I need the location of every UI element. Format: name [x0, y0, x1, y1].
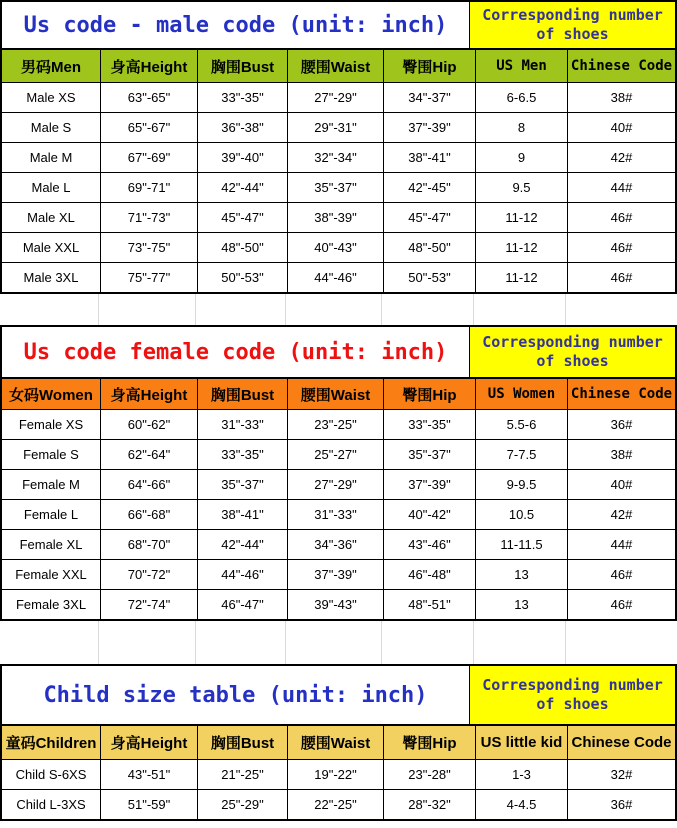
header-cell: 腰围Waist [288, 726, 384, 759]
header-cell: 胸围Bust [198, 379, 288, 409]
header-cell: 身高Height [101, 726, 198, 759]
gap-cell [474, 621, 566, 664]
table-body [2, 410, 675, 619]
table-cell: 60"-62" [101, 410, 198, 439]
table-cell: 25"-29" [198, 790, 288, 819]
gap-row [0, 621, 677, 664]
table-cell: 68"-70" [101, 530, 198, 559]
header-cell: 胸围Bust [198, 50, 288, 82]
table-cell: 73"-75" [101, 233, 198, 262]
table-cell: 64"-66" [101, 470, 198, 499]
table-row [2, 440, 675, 470]
table-row [2, 560, 675, 590]
table-cell: 67"-69" [101, 143, 198, 172]
table-cell: 46"-47" [198, 590, 288, 619]
table-cell: 11-12 [476, 203, 568, 232]
table-cell: Child L-3XS [2, 790, 101, 819]
table-cell: 51"-59" [101, 790, 198, 819]
table-cell: 42# [610, 507, 633, 522]
table-cell: 40# [610, 120, 633, 135]
table-cell: 31"-33" [198, 410, 288, 439]
table-cell: 69"-71" [101, 173, 198, 202]
male-title-box [2, 2, 470, 48]
male-title-row [2, 2, 675, 50]
table-cell: 43"-51" [101, 760, 198, 789]
table-row [2, 203, 675, 233]
table-cell: Male M [2, 143, 101, 172]
table-cell: 32# [610, 767, 633, 782]
header-cell: 臀围Hip [384, 379, 476, 409]
gap-cell [566, 294, 677, 325]
table-row [2, 83, 675, 113]
table-cell: 34"-37" [384, 83, 476, 112]
table-cell: 9.5 [476, 173, 568, 202]
table-cell: Female XL [2, 530, 101, 559]
table-cell: 37"-39" [288, 560, 384, 589]
table-cell: 44"-46" [288, 263, 384, 292]
shoes-header-male: Corresponding number of shoes [470, 2, 675, 48]
table-cell: 23"-28" [384, 760, 476, 789]
table-cell: 39"-43" [288, 590, 384, 619]
table-cell: 42"-44" [198, 530, 288, 559]
table-cell: 44# [610, 180, 633, 195]
table-cell: 75"-77" [101, 263, 198, 292]
table-cell: 36"-38" [198, 113, 288, 142]
child-title-row [2, 666, 675, 726]
table-cell: 65"-67" [101, 113, 198, 142]
header-cell: 身高Height [101, 379, 198, 409]
table-cell: 66"-68" [101, 500, 198, 529]
gap-cell [196, 294, 286, 325]
header-cell: Chinese Code [568, 50, 675, 82]
table-cell: 42"-44" [198, 173, 288, 202]
shoes-header-female: Corresponding number of shoes [470, 327, 675, 377]
gap-cell [286, 294, 382, 325]
table-cell: 42# [610, 150, 633, 165]
table-cell: 6-6.5 [476, 83, 568, 112]
table-cell: 40"-43" [288, 233, 384, 262]
table-cell: 13 [476, 590, 568, 619]
table-cell: 35"-37" [384, 440, 476, 469]
table-cell: 46# [610, 210, 633, 225]
table-cell: 71"-73" [101, 203, 198, 232]
table-cell: 31"-33" [288, 500, 384, 529]
table-cell: 23"-25" [288, 410, 384, 439]
table-row [2, 233, 675, 263]
table-cell: 32"-34" [288, 143, 384, 172]
header-cell: US Men [476, 50, 568, 82]
header-cell: US Women [476, 379, 568, 409]
table-cell: 33"-35" [198, 83, 288, 112]
gap-cell [99, 294, 196, 325]
table-body [2, 83, 675, 292]
header-cell: 女码Women [2, 379, 101, 409]
table-cell: 37"-39" [384, 470, 476, 499]
table-cell: Male XL [2, 203, 101, 232]
table-cell: 48"-50" [198, 233, 288, 262]
table-row [2, 470, 675, 500]
table-cell: 9-9.5 [476, 470, 568, 499]
table-cell: 43"-46" [384, 530, 476, 559]
child-size-table-block [0, 664, 677, 821]
table-cell: Male L [2, 173, 101, 202]
table-cell: 45"-47" [198, 203, 288, 232]
table-cell: Female XXL [2, 560, 101, 589]
table-cell: 27"-29" [288, 83, 384, 112]
table-cell: 10.5 [476, 500, 568, 529]
table-cell: Male 3XL [2, 263, 101, 292]
table-cell: Female XS [2, 410, 101, 439]
table-cell: 63"-65" [101, 83, 198, 112]
table-cell: 9 [476, 143, 568, 172]
table-row [2, 530, 675, 560]
table-cell: 13 [476, 560, 568, 589]
table-cell: 5.5-6 [476, 410, 568, 439]
table-cell: 46# [610, 270, 633, 285]
table-cell: 19"-22" [288, 760, 384, 789]
table-cell: 1-3 [476, 760, 568, 789]
gap-cell [0, 621, 99, 664]
table-cell: Male XXL [2, 233, 101, 262]
table-cell: 46"-48" [384, 560, 476, 589]
header-cell: 胸围Bust [198, 726, 288, 759]
table-cell: 39"-40" [198, 143, 288, 172]
male-size-table-block [0, 0, 677, 294]
table-cell: 50"-53" [384, 263, 476, 292]
header-cell: 童码Children [2, 726, 101, 759]
table-cell: 40# [610, 477, 633, 492]
table-cell: 48"-50" [384, 233, 476, 262]
gap-cell [474, 294, 566, 325]
table-cell: 42"-45" [384, 173, 476, 202]
table-cell: 4-4.5 [476, 790, 568, 819]
header-cell: 男码Men [2, 50, 101, 82]
table-row [2, 790, 675, 819]
table-cell: 70"-72" [101, 560, 198, 589]
header-cell: US little kid [476, 726, 568, 759]
header-cell: Chinese Code [568, 726, 675, 759]
table-row [2, 590, 675, 619]
gap-cell [382, 621, 474, 664]
table-cell: 37"-39" [384, 113, 476, 142]
table-cell: 11-12 [476, 233, 568, 262]
female-table-title: Us code female code (unit: inch) [23, 339, 448, 365]
gap-cell [0, 294, 99, 325]
table-cell: 7-7.5 [476, 440, 568, 469]
child-table-title: Child size table (unit: inch) [43, 682, 428, 708]
table-cell: 46# [610, 240, 633, 255]
table-cell: 22"-25" [288, 790, 384, 819]
table-cell: 36# [610, 417, 633, 432]
table-cell: 40"-42" [384, 500, 476, 529]
header-cell: 腰围Waist [288, 50, 384, 82]
table-cell: 44"-46" [198, 560, 288, 589]
table-cell: 11-11.5 [476, 530, 568, 559]
bottom-strip [0, 821, 677, 828]
table-cell: 29"-31" [288, 113, 384, 142]
header-cell: 身高Height [101, 50, 198, 82]
table-cell: 45"-47" [384, 203, 476, 232]
table-cell: 27"-29" [288, 470, 384, 499]
child-title-box [2, 666, 470, 724]
table-row [2, 410, 675, 440]
female-title-row [2, 327, 675, 379]
female-title-box [2, 327, 470, 377]
gap-cell [196, 621, 286, 664]
table-cell: 46# [610, 567, 633, 582]
table-cell: 46# [610, 597, 633, 612]
header-row [2, 726, 675, 760]
table-row [2, 760, 675, 790]
header-cell: 臀围Hip [384, 50, 476, 82]
table-cell: 48"-51" [384, 590, 476, 619]
header-cell: Chinese Code [568, 379, 675, 409]
table-cell: 50"-53" [198, 263, 288, 292]
table-cell: 38"-39" [288, 203, 384, 232]
shoes-header-child: Corresponding number of shoes [470, 666, 675, 724]
table-cell: 33"-35" [384, 410, 476, 439]
table-cell: 36# [610, 797, 633, 812]
table-cell: 38"-41" [198, 500, 288, 529]
table-row [2, 143, 675, 173]
table-cell: 44# [610, 537, 633, 552]
table-cell: 34"-36" [288, 530, 384, 559]
table-row [2, 113, 675, 143]
gap-row [0, 294, 677, 325]
table-cell: Male XS [2, 83, 101, 112]
table-cell: Female L [2, 500, 101, 529]
table-cell: Female 3XL [2, 590, 101, 619]
gap-cell [382, 294, 474, 325]
female-size-table-block [0, 325, 677, 621]
male-table-title: Us code - male code (unit: inch) [23, 12, 448, 38]
table-cell: Female M [2, 470, 101, 499]
gap-cell [99, 621, 196, 664]
gap-cell [566, 621, 677, 664]
table-cell: 72"-74" [101, 590, 198, 619]
table-cell: 25"-27" [288, 440, 384, 469]
table-cell: 33"-35" [198, 440, 288, 469]
table-cell: 35"-37" [198, 470, 288, 499]
table-cell: 11-12 [476, 263, 568, 292]
table-cell: 62"-64" [101, 440, 198, 469]
gap-cell [286, 621, 382, 664]
table-row [2, 263, 675, 292]
table-cell: 38"-41" [384, 143, 476, 172]
header-cell: 臀围Hip [384, 726, 476, 759]
header-row [2, 50, 675, 83]
table-cell: 28"-32" [384, 790, 476, 819]
table-row [2, 500, 675, 530]
table-body [2, 760, 675, 819]
table-cell: Child S-6XS [2, 760, 101, 789]
table-cell: Male S [2, 113, 101, 142]
table-cell: 38# [610, 90, 633, 105]
table-cell: 8 [476, 113, 568, 142]
table-cell: 35"-37" [288, 173, 384, 202]
table-cell: 21"-25" [198, 760, 288, 789]
header-cell: 腰围Waist [288, 379, 384, 409]
table-row [2, 173, 675, 203]
header-row [2, 379, 675, 410]
table-cell: Female S [2, 440, 101, 469]
table-cell: 38# [610, 447, 633, 462]
